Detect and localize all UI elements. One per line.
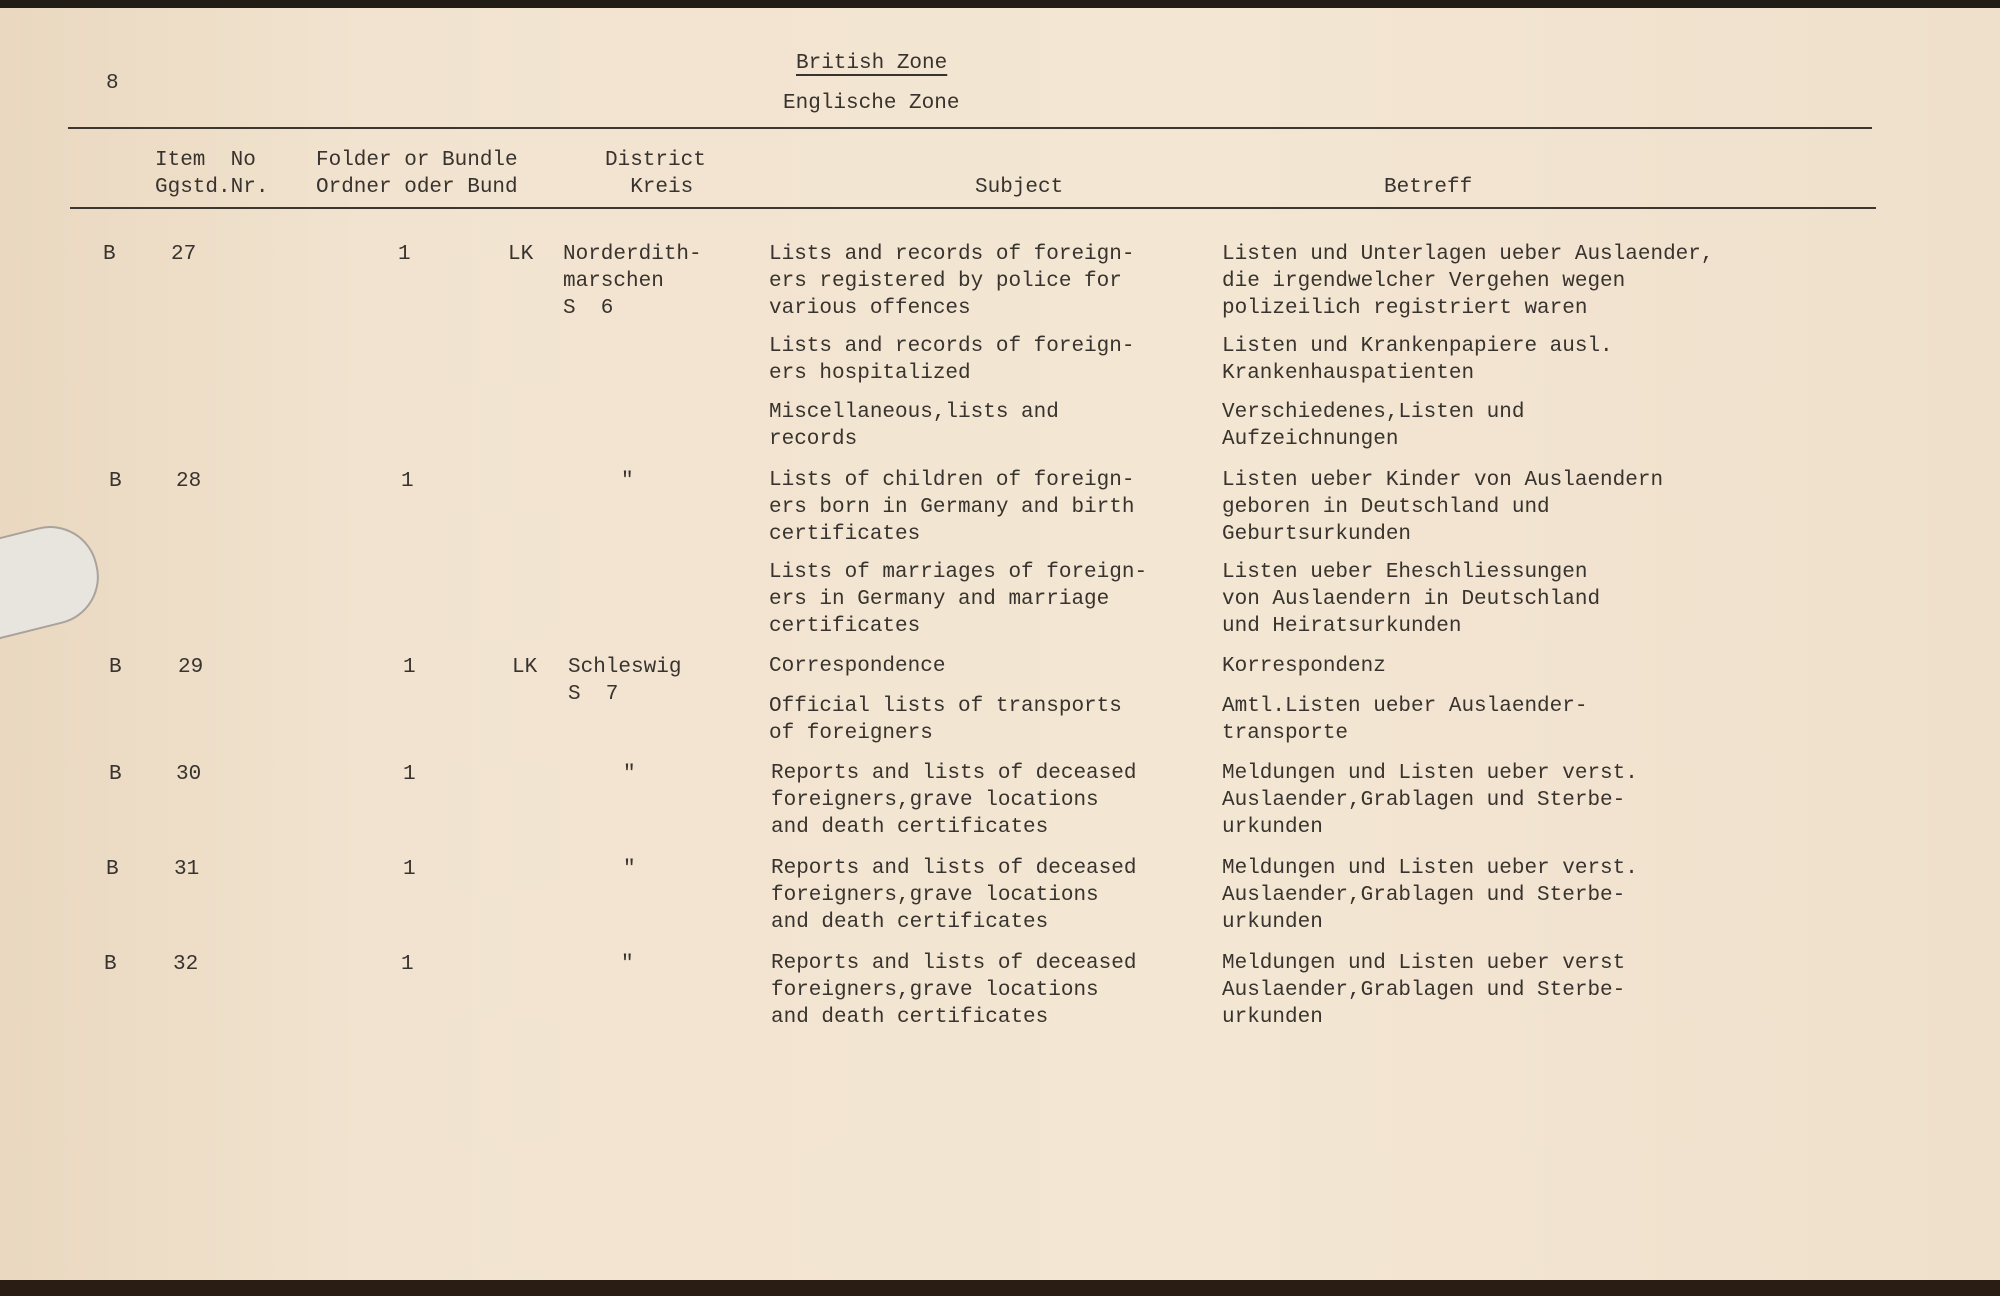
row-item-number: 28 (176, 470, 202, 493)
row-folder: 1 (403, 763, 416, 786)
row-district: " (623, 858, 636, 881)
header-bottom-rule (70, 207, 1876, 209)
row-folder: 1 (401, 953, 414, 976)
header-betreff: Betreff (1384, 176, 1473, 199)
row-subject: Reports and lists of deceased foreigners,grave locations and death certificates (771, 857, 1137, 934)
header-folder: Folder or Bundle Ordner oder Bund (316, 149, 518, 199)
row-item-number: 31 (174, 858, 200, 881)
row-letter: B (109, 656, 122, 679)
row-betreff: Meldungen und Listen ueber verst. Auslaender,Grablagen und Sterbe- urkunden (1222, 857, 1638, 934)
row-item-number: 30 (176, 763, 202, 786)
row-district: " (623, 763, 636, 786)
row-subject: Lists of marriages of foreign- ers in Germany and marriage certificates (769, 561, 1148, 638)
row-subject: Official lists of transports of foreigners (769, 695, 1122, 745)
row-letter: B (106, 858, 119, 881)
row-district: Norderdith- marschen S 6 (563, 243, 702, 320)
zone-title-de: Englische Zone (783, 92, 960, 115)
row-betreff: Meldungen und Listen ueber verst. Auslaender,Grablagen und Sterbe- urkunden (1222, 762, 1638, 839)
row-betreff: Listen ueber Kinder von Auslaendern geboren in Deutschland und Geburtsurkunden (1222, 469, 1664, 546)
row-subject: Miscellaneous,lists and records (769, 401, 1059, 451)
header-item-no: Item No Ggstd.Nr. (155, 149, 269, 199)
row-betreff: Verschiedenes,Listen und Aufzeichnungen (1222, 401, 1525, 451)
header-subject: Subject (975, 176, 1064, 199)
row-subject: Reports and lists of deceased foreigners,grave locations and death certificates (771, 762, 1137, 839)
scan-top-edge (0, 0, 2000, 8)
row-betreff: Meldungen und Listen ueber verst Auslaender,Grablagen und Sterbe- urkunden (1222, 952, 1626, 1029)
row-district: " (621, 953, 634, 976)
row-letter: B (104, 953, 117, 976)
row-folder: 1 (403, 858, 416, 881)
row-subject: Lists and records of foreign- ers registered by police for various offences (769, 243, 1135, 320)
row-item-number: 29 (178, 656, 204, 679)
row-betreff: Listen und Krankenpapiere ausl. Krankenhauspatienten (1222, 335, 1613, 385)
row-district: " (621, 470, 634, 493)
row-subject: Reports and lists of deceased foreigners,grave locations and death certificates (771, 952, 1137, 1029)
row-folder: 1 (401, 470, 414, 493)
row-betreff: Amtl.Listen ueber Auslaender- transporte (1222, 695, 1588, 745)
row-betreff: Korrespondenz (1222, 655, 1386, 678)
row-letter: B (109, 763, 122, 786)
row-betreff: Listen und Unterlagen ueber Auslaender, die irgendwelcher Vergehen wegen polizeilich registriert waren (1222, 243, 1714, 320)
row-district: Schleswig S 7 (568, 656, 682, 706)
header-district: District Kreis (605, 149, 706, 199)
header-top-rule (68, 127, 1872, 129)
row-item-number: 27 (171, 243, 197, 266)
row-item-number: 32 (173, 953, 199, 976)
row-lk: LK (512, 656, 538, 679)
row-subject: Lists of children of foreign- ers born in Germany and birth certificates (769, 469, 1135, 546)
row-letter: B (103, 243, 116, 266)
row-lk: LK (508, 243, 534, 266)
row-folder: 1 (403, 656, 416, 679)
zone-title-en: British Zone (796, 52, 948, 75)
row-subject: Correspondence (769, 655, 946, 678)
row-folder: 1 (398, 243, 411, 266)
row-subject: Lists and records of foreign- ers hospitalized (769, 335, 1135, 385)
scan-bottom-edge (0, 1280, 2000, 1296)
row-betreff: Listen ueber Eheschliessungen von Auslaendern in Deutschland und Heiratsurkunden (1222, 561, 1601, 638)
row-letter: B (109, 470, 122, 493)
page-number: 8 (106, 72, 119, 95)
